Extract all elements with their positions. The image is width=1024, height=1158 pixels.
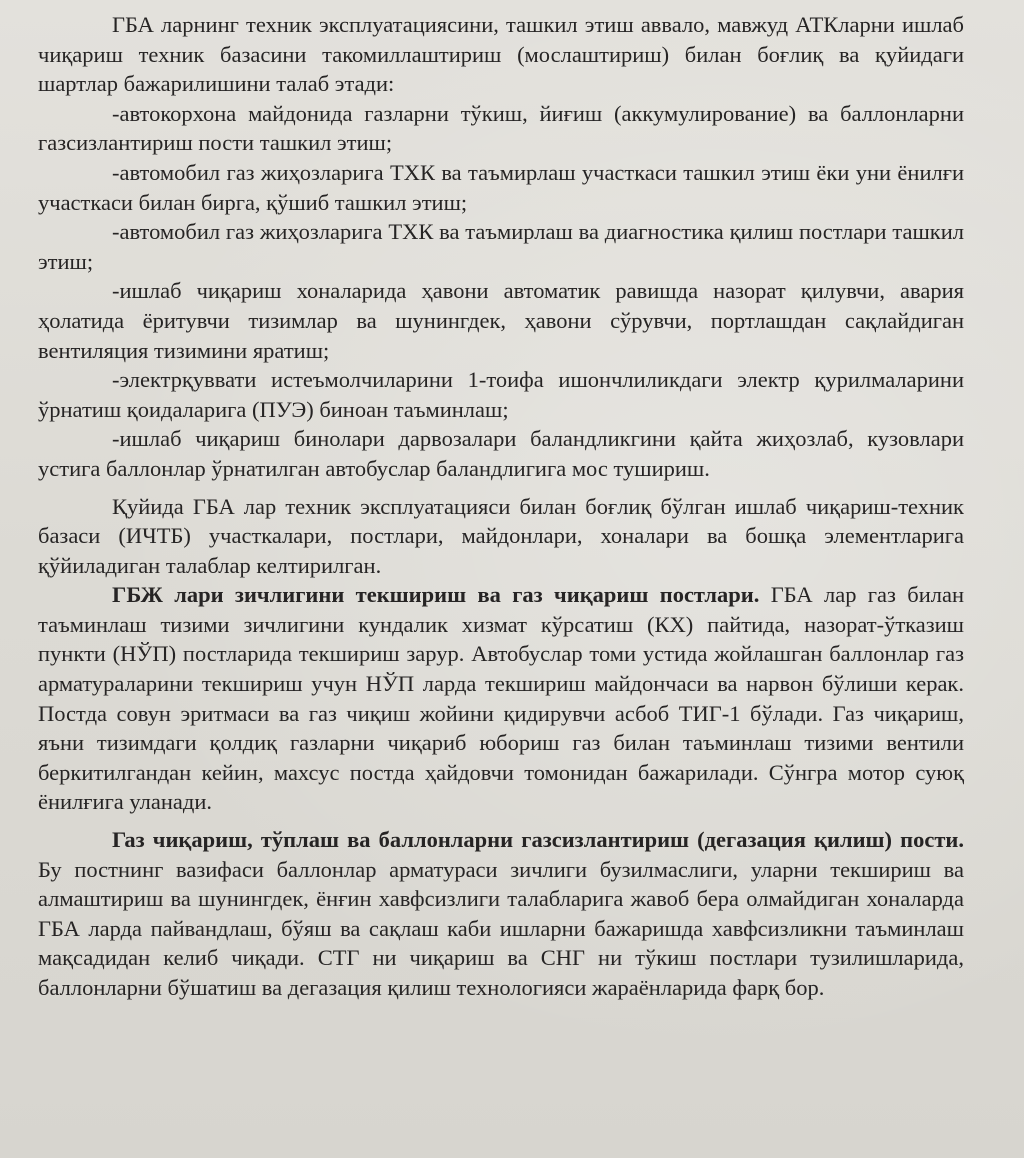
paragraph-gap bbox=[38, 484, 964, 492]
list-item: -ишлаб чиқариш бинолари дарвозалари баландликгини қайта жиҳозлаб, кузовлари устига баллонлар ўрнатилган автобуслар баландлигига мос тушириш. bbox=[38, 426, 964, 481]
intro-paragraph: ГБА ларнинг техник эксплуатациясини, ташкил этиш аввало, мавжуд АТКларни ишлаб чиқариш техник базасини такомиллаштириш (мослаштириш) билан боғлиқ ва қуйидаги шартлар бажарилишини талаб этади: bbox=[38, 12, 964, 97]
list-item: -электрқуввати истеъмолчиларини 1-тоифа ишончлиликдаги электр қурилмаларини ўрнатиш қоидаларига (ПУЭ) биноан таъминлаш; bbox=[38, 367, 964, 422]
list-item: -автомобил газ жиҳозларига ТХК ва таъмирлаш ва диагностика қилиш постлари ташкил этиш; bbox=[38, 219, 964, 274]
section-heading: ГБЖ лари зичлигини текшириш ва газ чиқариш постлари. bbox=[112, 582, 760, 608]
list-item: -автокорхона майдонида газларни тўкиш, йиғиш (аккумулирование) ва баллонларни газсизлантириш пости ташкил этиш; bbox=[38, 100, 964, 156]
list-item: -автомобил газ жиҳозларига ТХК ва таъмирлаш участкаси ташкил этиш ёки уни ёнилғи участкаси билан бирга, қўшиб ташкил этиш; bbox=[38, 159, 964, 215]
section-body: Бу постнинг вазифаси баллонлар арматураси зичлиги бузилмаслиги, уларни текшириш ва алмаштириш ва шунингдек, ёнғин хавфсизлиги талабларига жавоб бера олмайдиган хоналарда ГБА ларда пайвандлаш, бўяш ва сақлаш каби ишларни бажаришда хавфсизликни таъминлаш мақсадидан келиб чиқади. СТГ ни чиқариш ва СНГ ни тўкиш постлари тузилишларида, баллонларни бўшатиш ва дегазация қилиш технологияси жараёнларида фарқ бор. bbox=[38, 856, 964, 1000]
section-paragraph bbox=[38, 580, 964, 817]
section-body: ГБА лар газ билан таъминлаш тизими зичлигини кундалик хизмат кўрсатиш (КХ) пайтида, назорат-ўтказиш пункти (НЎП) постларида текшириш зарур. Автобуслар томи устида жойлашган баллонлар газ арматураларини текшириш учун НЎП ларда текшириш майдончаси ва нарвон бўлиши керак. Постда совун эритмаси ва газ чиқиш жойини қидирувчи асбоб ТИГ-1 бўлади. Газ чиқариш, яъни тизимдаги қолдиқ газларни чиқариб юбориш газ билан таъминлаш тизими вентили беркитилгандан кейин, махсус постда ҳайдовчи томонидан бажарилади. Сўнгра мотор суюқ ёнилғига уланади. bbox=[38, 582, 964, 815]
body-paragraph: Қуйида ГБА лар техник эксплуатацияси билан боғлиқ бўлган ишлаб чиқариш-техник базаси (ИЧТБ) участкалари, постлари, майдонлари, хоналари ва бошқа элементларига қўйиладиган талаблар келтирилган. bbox=[38, 493, 964, 578]
document-text bbox=[38, 10, 964, 1003]
list-item: -ишлаб чиқариш хоналарида ҳавони автоматик равишда назорат қилувчи, авария ҳолатида ёритувчи тизимлар ва шунингдек, ҳавони сўрувчи, портлашдан сақлайдиган вентиляция тизимини яратиш; bbox=[38, 278, 964, 363]
paragraph-gap bbox=[38, 817, 964, 825]
section-heading: Газ чиқариш, тўплаш ва баллонларни газсизлантириш (дегазация қилиш) пости. bbox=[112, 827, 964, 853]
section-paragraph bbox=[38, 825, 964, 1003]
